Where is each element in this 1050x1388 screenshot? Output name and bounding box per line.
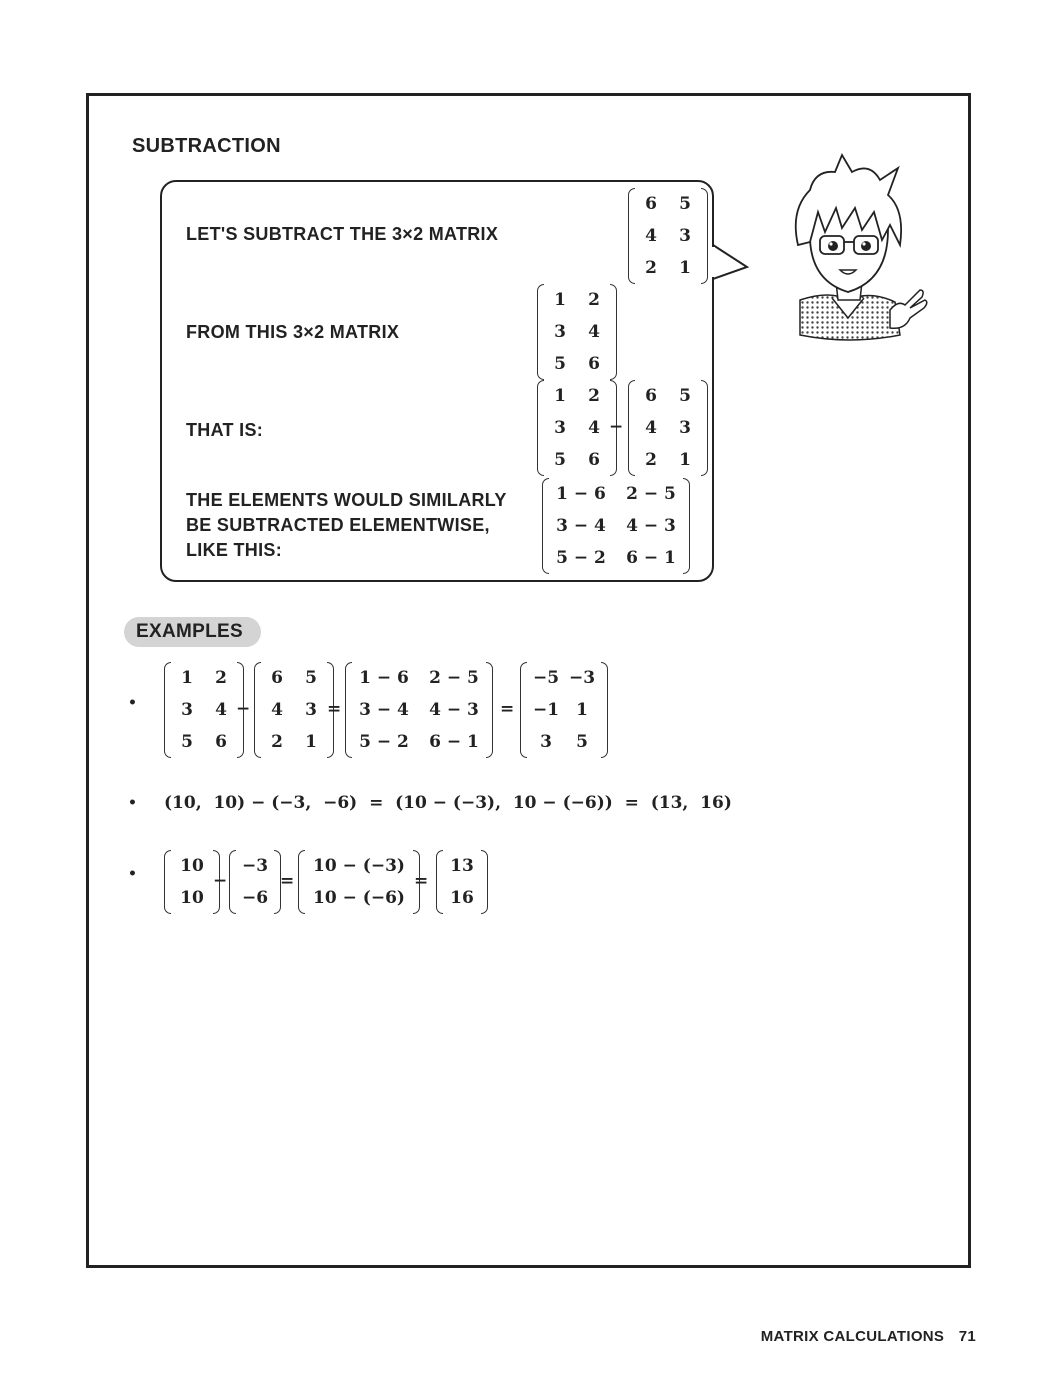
- example3-vector-result: [436, 850, 488, 914]
- matrix-cell: 6: [645, 386, 657, 406]
- bullet-1: •: [128, 695, 137, 711]
- matrix-cell: 1 − 6: [359, 668, 409, 688]
- matrix-b-bubble: [628, 188, 708, 284]
- example2-vector-subtraction: (10, 10) − (−3, −6) = (10 − (−3), 10 − (−6)) = (13, 16): [164, 793, 732, 813]
- matrix-cell: 2: [588, 386, 600, 406]
- matrix-cell: 4: [588, 322, 600, 342]
- matrix-cell: 10: [180, 856, 204, 876]
- matrix-cell: 6 − 1: [429, 732, 479, 752]
- bubble-line-1: LET'S SUBTRACT THE 3×2 MATRIX: [186, 224, 499, 244]
- equals-operator: =: [327, 699, 342, 719]
- matrix-cell: 2 − 5: [626, 484, 676, 504]
- minus-operator: −: [213, 871, 228, 891]
- matrix-cell: −6: [242, 888, 269, 908]
- matrix-cell: 3 − 4: [556, 516, 606, 536]
- bubble-line-4a: THE ELEMENTS WOULD SIMILARLY: [186, 490, 507, 510]
- matrix-cell: 4 − 3: [429, 700, 479, 720]
- matrix-cell: 5: [679, 194, 691, 214]
- matrix-cell: 5: [305, 668, 317, 688]
- matrix-cell: −5: [533, 668, 560, 688]
- matrix-cell: 6: [215, 732, 227, 752]
- matrix-cell: 1: [181, 668, 193, 688]
- matrix-cell: 6: [645, 194, 657, 214]
- matrix-cell: 6 − 1: [626, 548, 676, 568]
- matrix-cell: 3: [679, 226, 691, 246]
- matrix-cell: 10 − (−6): [313, 888, 405, 908]
- matrix-cell: −1: [533, 700, 560, 720]
- bubble-line-4: [186, 488, 507, 563]
- example3-vector-difference: [298, 850, 420, 914]
- page-footer: [761, 1328, 976, 1345]
- matrix-cell: −3: [569, 668, 596, 688]
- matrix-cell: 6: [588, 354, 600, 374]
- bubble-line-3: THAT IS:: [186, 420, 264, 440]
- matrix-cell: 4: [215, 700, 227, 720]
- matrix-cell: 1 − 6: [556, 484, 606, 504]
- section-title: SUBTRACTION: [132, 135, 281, 157]
- matrix-cell: 1: [305, 732, 317, 752]
- bubble-line-4c: LIKE THIS:: [186, 540, 282, 560]
- example1-matrix-difference: [345, 662, 493, 758]
- matrix-cell: 13: [450, 856, 474, 876]
- matrix-cell: 5 − 2: [556, 548, 606, 568]
- matrix-cell: 4: [271, 700, 283, 720]
- minus-operator: −: [609, 417, 624, 437]
- bubble-line-2: FROM THIS 3×2 MATRIX: [186, 322, 400, 342]
- bullet-3: •: [128, 866, 137, 882]
- matrix-difference-bubble: [542, 478, 690, 574]
- examples-label: EXAMPLES: [124, 617, 261, 647]
- matrix-cell: 16: [450, 888, 474, 908]
- matrix-cell: 2 − 5: [429, 668, 479, 688]
- minus-operator: −: [236, 699, 251, 719]
- matrix-b-that-is: [628, 380, 708, 476]
- matrix-cell: 10 − (−3): [313, 856, 405, 876]
- matrix-cell: 1: [679, 258, 691, 278]
- matrix-cell: 1: [576, 700, 588, 720]
- matrix-cell: 1: [554, 290, 566, 310]
- matrix-cell: 5: [554, 354, 566, 374]
- equals-operator: =: [500, 699, 515, 719]
- page-number: 71: [958, 1328, 976, 1345]
- matrix-a-bubble: [537, 284, 617, 380]
- matrix-cell: 4: [588, 418, 600, 438]
- equals-operator: =: [280, 871, 295, 891]
- bubble-line-4b: BE SUBTRACTED ELEMENTWISE,: [186, 515, 490, 535]
- matrix-cell: 1: [679, 450, 691, 470]
- matrix-cell: 2: [215, 668, 227, 688]
- matrix-cell: 10: [180, 888, 204, 908]
- matrix-cell: 5: [181, 732, 193, 752]
- example1-matrix-result: [520, 662, 608, 758]
- matrix-cell: 4: [645, 418, 657, 438]
- matrix-a-that-is: [537, 380, 617, 476]
- matrix-cell: 6: [271, 668, 283, 688]
- matrix-cell: 5: [679, 386, 691, 406]
- matrix-cell: 6: [588, 450, 600, 470]
- example3-vector-a: [164, 850, 220, 914]
- matrix-cell: 3: [540, 732, 552, 752]
- example3-vector-b: [229, 850, 281, 914]
- matrix-cell: 3: [181, 700, 193, 720]
- matrix-cell: 1: [554, 386, 566, 406]
- equals-operator: =: [414, 871, 429, 891]
- matrix-cell: 5 − 2: [359, 732, 409, 752]
- matrix-cell: 3: [554, 418, 566, 438]
- bullet-2: •: [128, 795, 137, 811]
- matrix-cell: 2: [645, 450, 657, 470]
- matrix-cell: −3: [242, 856, 269, 876]
- matrix-cell: 4 − 3: [626, 516, 676, 536]
- example1-matrix-b: [254, 662, 334, 758]
- matrix-cell: 3: [305, 700, 317, 720]
- example1-matrix-a: [164, 662, 244, 758]
- character-illustration: [770, 150, 930, 365]
- matrix-cell: 2: [271, 732, 283, 752]
- matrix-cell: 3: [679, 418, 691, 438]
- matrix-cell: 5: [576, 732, 588, 752]
- matrix-cell: 5: [554, 450, 566, 470]
- speech-bubble-tail: [711, 243, 751, 283]
- chapter-title: MATRIX CALCULATIONS: [760, 1328, 945, 1345]
- matrix-cell: 2: [588, 290, 600, 310]
- matrix-cell: 3 − 4: [359, 700, 409, 720]
- matrix-cell: 3: [554, 322, 566, 342]
- matrix-cell: 4: [645, 226, 657, 246]
- matrix-cell: 2: [645, 258, 657, 278]
